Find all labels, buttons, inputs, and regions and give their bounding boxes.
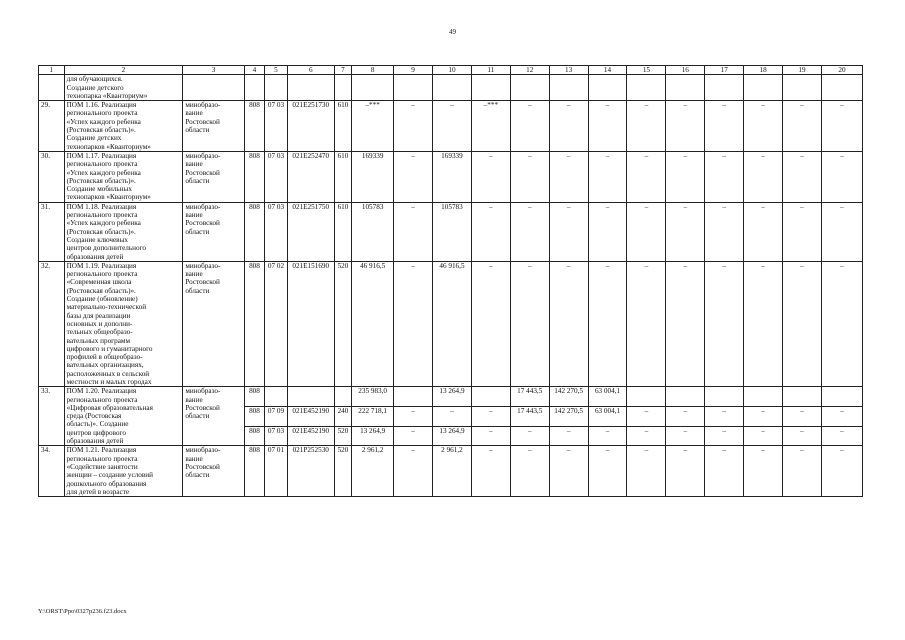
value-cell-10: 169339 [433,151,472,202]
value-cell-12: – [510,202,549,261]
value-cell-16 [666,387,705,407]
value-cell-12: 17 443,5 [510,406,549,426]
empty-cell [265,75,288,101]
value-cell-16: – [666,261,705,386]
executor-cell: минобразо- вание Ростовской области [183,202,244,261]
value-cell-18 [744,387,783,407]
value-cell-13: 142 270,5 [549,387,588,407]
value-cell-17 [705,387,744,407]
value-cell-4: 808 [244,202,264,261]
value-cell-4: 808 [244,426,264,446]
value-cell-11: – [471,151,510,202]
value-cell-5: 07 01 [265,446,288,497]
value-cell-19: – [783,426,822,446]
column-number-9: 9 [394,66,433,75]
value-cell-14: – [588,101,627,152]
column-number-4: 4 [244,66,264,75]
column-number-12: 12 [510,66,549,75]
empty-cell [588,75,627,101]
column-number-8: 8 [352,66,394,75]
value-cell-20 [821,387,862,407]
value-cell-7: 240 [334,406,351,426]
value-cell-5 [265,387,288,407]
value-cell-12: – [510,151,549,202]
value-cell-5: 07 03 [265,202,288,261]
empty-cell [705,75,744,101]
value-cell-9: – [394,261,433,386]
column-number-5: 5 [265,66,288,75]
table-row [39,101,863,152]
value-cell-9: – [394,426,433,446]
column-number-1: 1 [39,66,65,75]
value-cell-7: 520 [334,446,351,497]
value-cell-15: – [627,202,666,261]
value-cell-10: – [433,101,472,152]
column-number-2: 2 [64,66,183,75]
value-cell-7: 610 [334,202,351,261]
value-cell-10: 105783 [433,202,472,261]
value-cell-18: – [744,202,783,261]
value-cell-15: – [627,426,666,446]
column-number-17: 17 [705,66,744,75]
value-cell-10: 13 264,9 [433,426,472,446]
value-cell-18: – [744,101,783,152]
value-cell-4: 808 [244,446,264,497]
value-cell-8: 105783 [352,202,394,261]
value-cell-13: – [549,446,588,497]
table-row [39,387,863,407]
empty-cell [287,75,334,101]
empty-cell [744,75,783,101]
row-number-cell: 30. [39,151,65,202]
value-cell-12: – [510,446,549,497]
value-cell-13: – [549,151,588,202]
value-cell-9: – [394,101,433,152]
value-cell-16: – [666,426,705,446]
column-number-20: 20 [821,66,862,75]
table-header-row [39,66,863,75]
empty-cell [433,75,472,101]
file-path-footer: Y:\ORST\Ppo\0327p236.f23.docx [38,608,127,615]
measure-name-cell: ПОМ 1.16. Реализация регионального проекта «Успех каждого ребенка (Ростовская область)». Создание детских технопарков «Кванториум» [64,101,183,152]
value-cell-10: – [433,406,472,426]
value-cell-19: – [783,446,822,497]
measure-name-cell: ПОМ 1.17. Реализация регионального проекта «Успех каждого ребенка (Ростовская область)». Создание мобильных технопарков «Кванториум» [64,151,183,202]
row-number-cell: 34. [39,446,65,497]
measure-name-cell: ПОМ 1.21. Реализация регионального проекта «Содействие занятости женщин – создание условий дошкольного образования для детей в возрасте [64,446,183,497]
executor-cell: минобразо- вание Ростовской области [183,387,244,446]
value-cell-6: 021Е151690 [287,261,334,386]
value-cell-9: – [394,446,433,497]
measure-name-cell: для обучающихся. Создание детского технопарка «Кванториум» [64,75,183,101]
row-number-cell: 29. [39,101,65,152]
value-cell-8: –*** [352,101,394,152]
value-cell-20: – [821,406,862,426]
table-row [39,151,863,202]
row-number-cell: 32. [39,261,65,386]
value-cell-15: – [627,151,666,202]
row-number-cell [39,75,65,101]
executor-cell: минобразо- вание Ростовской области [183,261,244,386]
column-number-10: 10 [433,66,472,75]
value-cell-4: 808 [244,261,264,386]
value-cell-19 [783,387,822,407]
measure-name-cell: ПОМ 1.18. Реализация регионального проекта «Успех каждого ребенка (Ростовская область)». Создание ключевых центров дополнительного образования детей [64,202,183,261]
column-number-18: 18 [744,66,783,75]
empty-cell [183,75,244,101]
value-cell-7: 520 [334,426,351,446]
value-cell-18: – [744,261,783,386]
value-cell-8: 46 916,5 [352,261,394,386]
value-cell-12: 17 443,5 [510,387,549,407]
value-cell-6: 021Е251730 [287,101,334,152]
value-cell-4: 808 [244,406,264,426]
value-cell-15: – [627,406,666,426]
measure-name-cell: ПОМ 1.19. Реализация регионального проекта «Современная школа (Ростовская область)». Создание (обновление) материально-технической базы для реализации основных и дополни- тельных общеобразо- вательных программ цифрового и гуманитарного профилей в общеобразо- вательных организациях, расположенных в сельской местности и малых городах [64,261,183,386]
table-row [39,261,863,386]
empty-cell [394,75,433,101]
value-cell-4: 808 [244,387,264,407]
value-cell-12: – [510,101,549,152]
row-number-cell: 31. [39,202,65,261]
value-cell-20: – [821,101,862,152]
value-cell-15: – [627,446,666,497]
value-cell-15: – [627,101,666,152]
value-cell-19: – [783,406,822,426]
value-cell-11: – [471,446,510,497]
value-cell-18: – [744,151,783,202]
value-cell-10: 13 264,9 [433,387,472,407]
value-cell-11: – [471,426,510,446]
value-cell-14: 63 004,1 [588,406,627,426]
value-cell-14: – [588,446,627,497]
value-cell-17: – [705,261,744,386]
value-cell-6: 021Е452190 [287,406,334,426]
value-cell-19: – [783,151,822,202]
value-cell-17: – [705,202,744,261]
value-cell-6: 021Р252530 [287,446,334,497]
empty-cell [244,75,264,101]
value-cell-13: – [549,426,588,446]
column-number-16: 16 [666,66,705,75]
value-cell-13: – [549,202,588,261]
value-cell-14: – [588,151,627,202]
value-cell-6 [287,387,334,407]
value-cell-19: – [783,261,822,386]
value-cell-17: – [705,446,744,497]
value-cell-9 [394,387,433,407]
value-cell-11: –*** [471,101,510,152]
value-cell-13: – [549,101,588,152]
empty-cell [352,75,394,101]
empty-cell [549,75,588,101]
value-cell-15 [627,387,666,407]
value-cell-7 [334,387,351,407]
value-cell-16: – [666,446,705,497]
value-cell-17: – [705,426,744,446]
column-number-7: 7 [334,66,351,75]
value-cell-5: 07 03 [265,426,288,446]
column-number-14: 14 [588,66,627,75]
value-cell-20: – [821,426,862,446]
value-cell-13: 142 270,5 [549,406,588,426]
value-cell-7: 520 [334,261,351,386]
value-cell-6: 021Е251750 [287,202,334,261]
executor-cell: минобразо- вание Ростовской области [183,151,244,202]
value-cell-10: 2 961,2 [433,446,472,497]
value-cell-5: 07 09 [265,406,288,426]
column-number-13: 13 [549,66,588,75]
value-cell-9: – [394,406,433,426]
value-cell-8: 13 264,9 [352,426,394,446]
empty-cell [666,75,705,101]
value-cell-10: 46 916,5 [433,261,472,386]
value-cell-7: 610 [334,101,351,152]
page-number: 49 [449,28,456,36]
value-cell-16: – [666,101,705,152]
row-number-cell: 33. [39,387,65,446]
value-cell-4: 808 [244,151,264,202]
column-number-3: 3 [183,66,244,75]
empty-cell [471,75,510,101]
value-cell-8: 235 983,0 [352,387,394,407]
value-cell-14: 63 004,1 [588,387,627,407]
value-cell-6: 021Е452190 [287,426,334,446]
value-cell-5: 07 03 [265,151,288,202]
table-row-continuation [39,75,863,101]
value-cell-13: – [549,261,588,386]
column-number-11: 11 [471,66,510,75]
executor-cell: минобразо- вание Ростовской области [183,446,244,497]
value-cell-7: 610 [334,151,351,202]
empty-cell [821,75,862,101]
value-cell-11 [471,387,510,407]
value-cell-14: – [588,426,627,446]
value-cell-17: – [705,101,744,152]
value-cell-18: – [744,426,783,446]
value-cell-11: – [471,261,510,386]
value-cell-20: – [821,446,862,497]
value-cell-19: – [783,101,822,152]
value-cell-15: – [627,261,666,386]
value-cell-5: 07 02 [265,261,288,386]
value-cell-18: – [744,406,783,426]
value-cell-18: – [744,446,783,497]
value-cell-19: – [783,202,822,261]
value-cell-5: 07 03 [265,101,288,152]
column-number-19: 19 [783,66,822,75]
value-cell-4: 808 [244,101,264,152]
table-row [39,446,863,497]
column-number-6: 6 [287,66,334,75]
value-cell-20: – [821,202,862,261]
empty-cell [783,75,822,101]
empty-cell [334,75,351,101]
value-cell-11: – [471,406,510,426]
value-cell-14: – [588,261,627,386]
value-cell-20: – [821,151,862,202]
value-cell-8: 169339 [352,151,394,202]
value-cell-12: – [510,261,549,386]
value-cell-20: – [821,261,862,386]
value-cell-14: – [588,202,627,261]
column-number-15: 15 [627,66,666,75]
executor-cell: минобразо- вание Ростовской области [183,101,244,152]
value-cell-9: – [394,151,433,202]
measure-name-cell: ПОМ 1.20. Реализация регионального проекта «Цифровая образовательная среда (Ростовская область)». Создание центров цифрового образования детей [64,387,183,446]
value-cell-16: – [666,151,705,202]
value-cell-6: 021Е252470 [287,151,334,202]
table-row [39,202,863,261]
value-cell-8: 2 961,2 [352,446,394,497]
empty-cell [627,75,666,101]
value-cell-9: – [394,202,433,261]
empty-cell [510,75,549,101]
value-cell-17: – [705,406,744,426]
budget-table [38,65,863,497]
value-cell-12: – [510,426,549,446]
value-cell-16: – [666,406,705,426]
value-cell-16: – [666,202,705,261]
value-cell-17: – [705,151,744,202]
value-cell-11: – [471,202,510,261]
value-cell-8: 222 718,1 [352,406,394,426]
